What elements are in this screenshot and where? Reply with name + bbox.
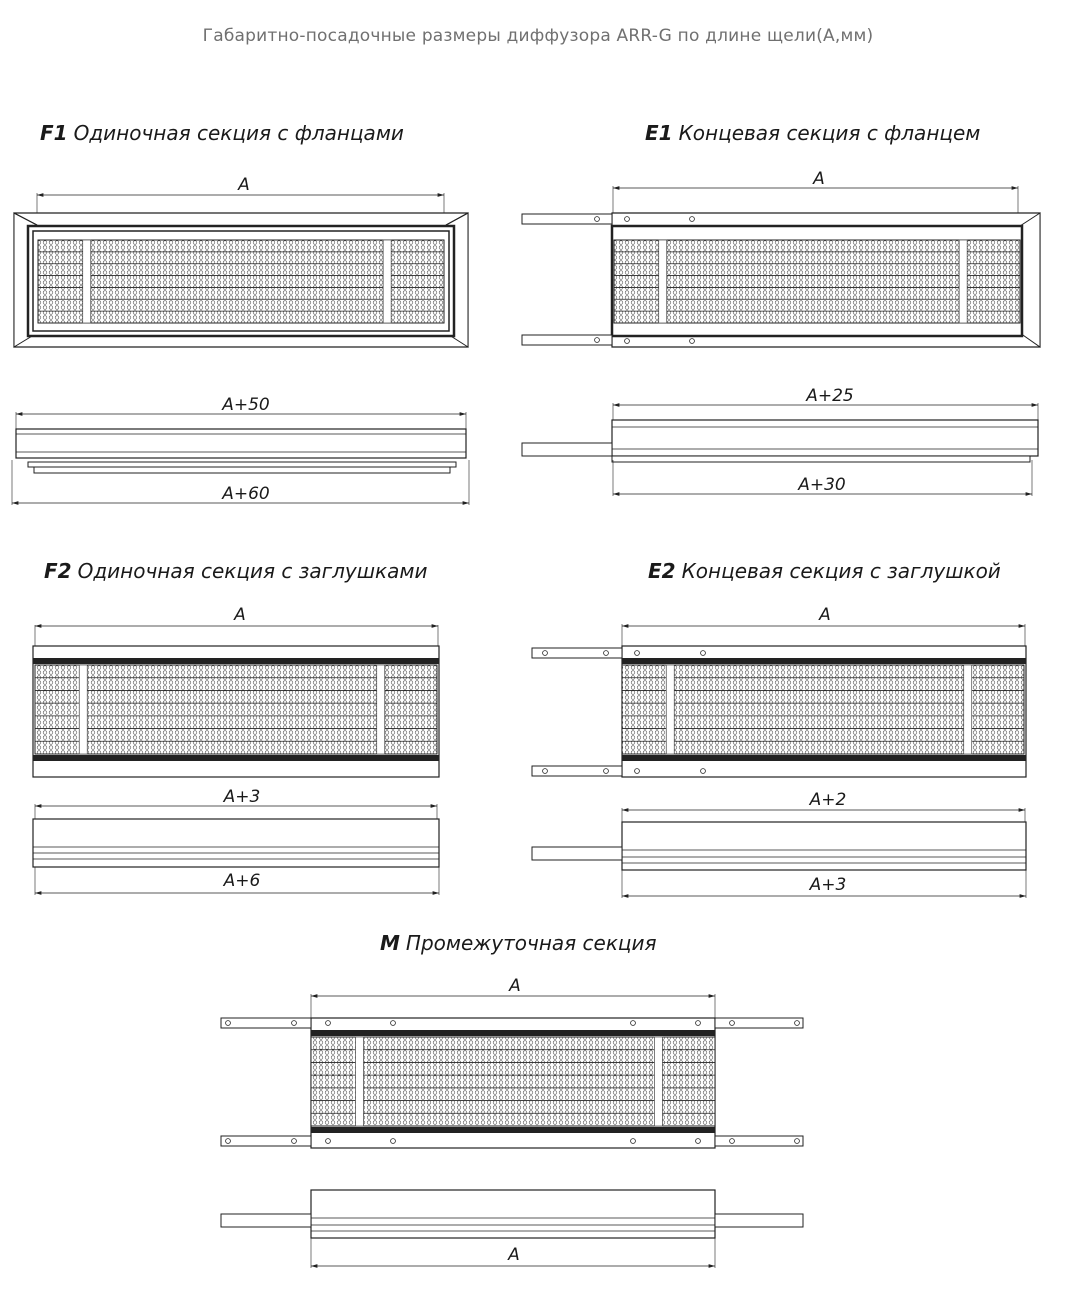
screw-icon (696, 1139, 701, 1144)
cross-bracket (355, 1037, 363, 1126)
side-strip (522, 443, 612, 456)
screw-icon (604, 769, 609, 774)
screw-icon (292, 1021, 297, 1026)
screw-icon (730, 1021, 735, 1026)
mounting-strip-right-top (715, 1018, 803, 1028)
section-code-f2: F2 (44, 559, 72, 583)
drawing-e1 (522, 186, 1040, 496)
screw-icon (226, 1139, 231, 1144)
drawing-m (221, 994, 803, 1268)
screw-icon (730, 1139, 735, 1144)
screw-icon (635, 769, 640, 774)
screw-icon (543, 769, 548, 774)
mounting-strip-left-top (221, 1018, 311, 1028)
screw-icon (795, 1021, 800, 1026)
end-cap-bar (622, 755, 1026, 761)
screw-icon (391, 1139, 396, 1144)
side-strip-right (715, 1214, 803, 1227)
section-code-m: M (380, 931, 400, 955)
dim-e1-side-top: A+25 (806, 386, 854, 406)
dim-f2-top: A (234, 605, 246, 625)
screw-icon (595, 217, 600, 222)
screw-icon (701, 769, 706, 774)
screw-icon (696, 1021, 701, 1026)
dim-m-top: A (509, 976, 521, 996)
screw-icon (326, 1021, 331, 1026)
screw-icon (595, 338, 600, 343)
section-code-f1: F1 (40, 121, 68, 145)
screw-icon (625, 217, 630, 222)
side-rail (612, 456, 1030, 462)
mounting-strip-right-bottom (715, 1136, 803, 1146)
cross-bracket (659, 240, 667, 323)
side-body (612, 420, 1038, 456)
section-code-e2: E2 (648, 559, 676, 583)
screw-icon (690, 217, 695, 222)
section-name-m: Промежуточная секция (405, 931, 657, 955)
screw-icon (795, 1139, 800, 1144)
side-rail (34, 467, 450, 473)
screw-icon (625, 339, 630, 344)
end-cap-bar (622, 658, 1026, 664)
side-strip (532, 847, 622, 860)
cross-bracket (83, 240, 91, 323)
cross-bracket (654, 1037, 662, 1126)
side-strip-left (221, 1214, 311, 1227)
dim-f2-side-bottom: A+6 (223, 871, 261, 891)
section-name-f1: Одиночная секция с фланцами (73, 121, 404, 145)
screw-icon (631, 1021, 636, 1026)
side-body (16, 429, 466, 458)
dim-e2-side-top: A+2 (809, 790, 847, 810)
end-cap-bar (311, 1030, 715, 1036)
screw-icon (226, 1021, 231, 1026)
dim-e1-side-bottom: A+30 (798, 475, 846, 495)
dim-f1-side-bottom: A+60 (222, 484, 270, 504)
screw-icon (690, 339, 695, 344)
cross-bracket (964, 665, 972, 754)
drawing-e2 (532, 624, 1026, 898)
dim-e2-side-bottom: A+3 (809, 875, 847, 895)
section-name-e1: Концевая секция с фланцем (678, 121, 981, 145)
screw-icon (543, 651, 548, 656)
dim-f1-side-top: A+50 (222, 395, 270, 415)
cross-bracket (377, 665, 385, 754)
cross-bracket (666, 665, 674, 754)
side-rail (28, 462, 456, 467)
end-cap-bar (33, 755, 439, 761)
dim-m-bottom: A (508, 1245, 520, 1265)
screw-icon (391, 1021, 396, 1026)
screw-icon (701, 651, 706, 656)
page-title: Габаритно-посадочные размеры диффузора ARR-G по длине щели(А,мм) (202, 26, 874, 46)
side-body (33, 819, 439, 867)
dim-e1-top: A (813, 169, 825, 189)
screw-icon (326, 1139, 331, 1144)
dim-f1-top: A (238, 175, 250, 195)
screw-icon (635, 651, 640, 656)
dim-e2-top: A (819, 605, 831, 625)
end-cap-bar (311, 1127, 715, 1133)
mounting-strip-left-bottom (221, 1136, 311, 1146)
screw-icon (631, 1139, 636, 1144)
dim-f2-side-top: A+3 (223, 787, 261, 807)
end-cap-bar (33, 658, 439, 664)
section-name-e2: Концевая секция с заглушкой (681, 559, 1001, 583)
drawing-f2 (33, 625, 439, 895)
drawing-f1 (12, 193, 469, 505)
cross-bracket (383, 240, 391, 323)
section-code-e1: E1 (645, 121, 673, 145)
screw-icon (292, 1139, 297, 1144)
cross-bracket (79, 665, 87, 754)
screw-icon (604, 651, 609, 656)
cross-bracket (959, 240, 967, 323)
section-name-f2: Одиночная секция с заглушками (77, 559, 428, 583)
